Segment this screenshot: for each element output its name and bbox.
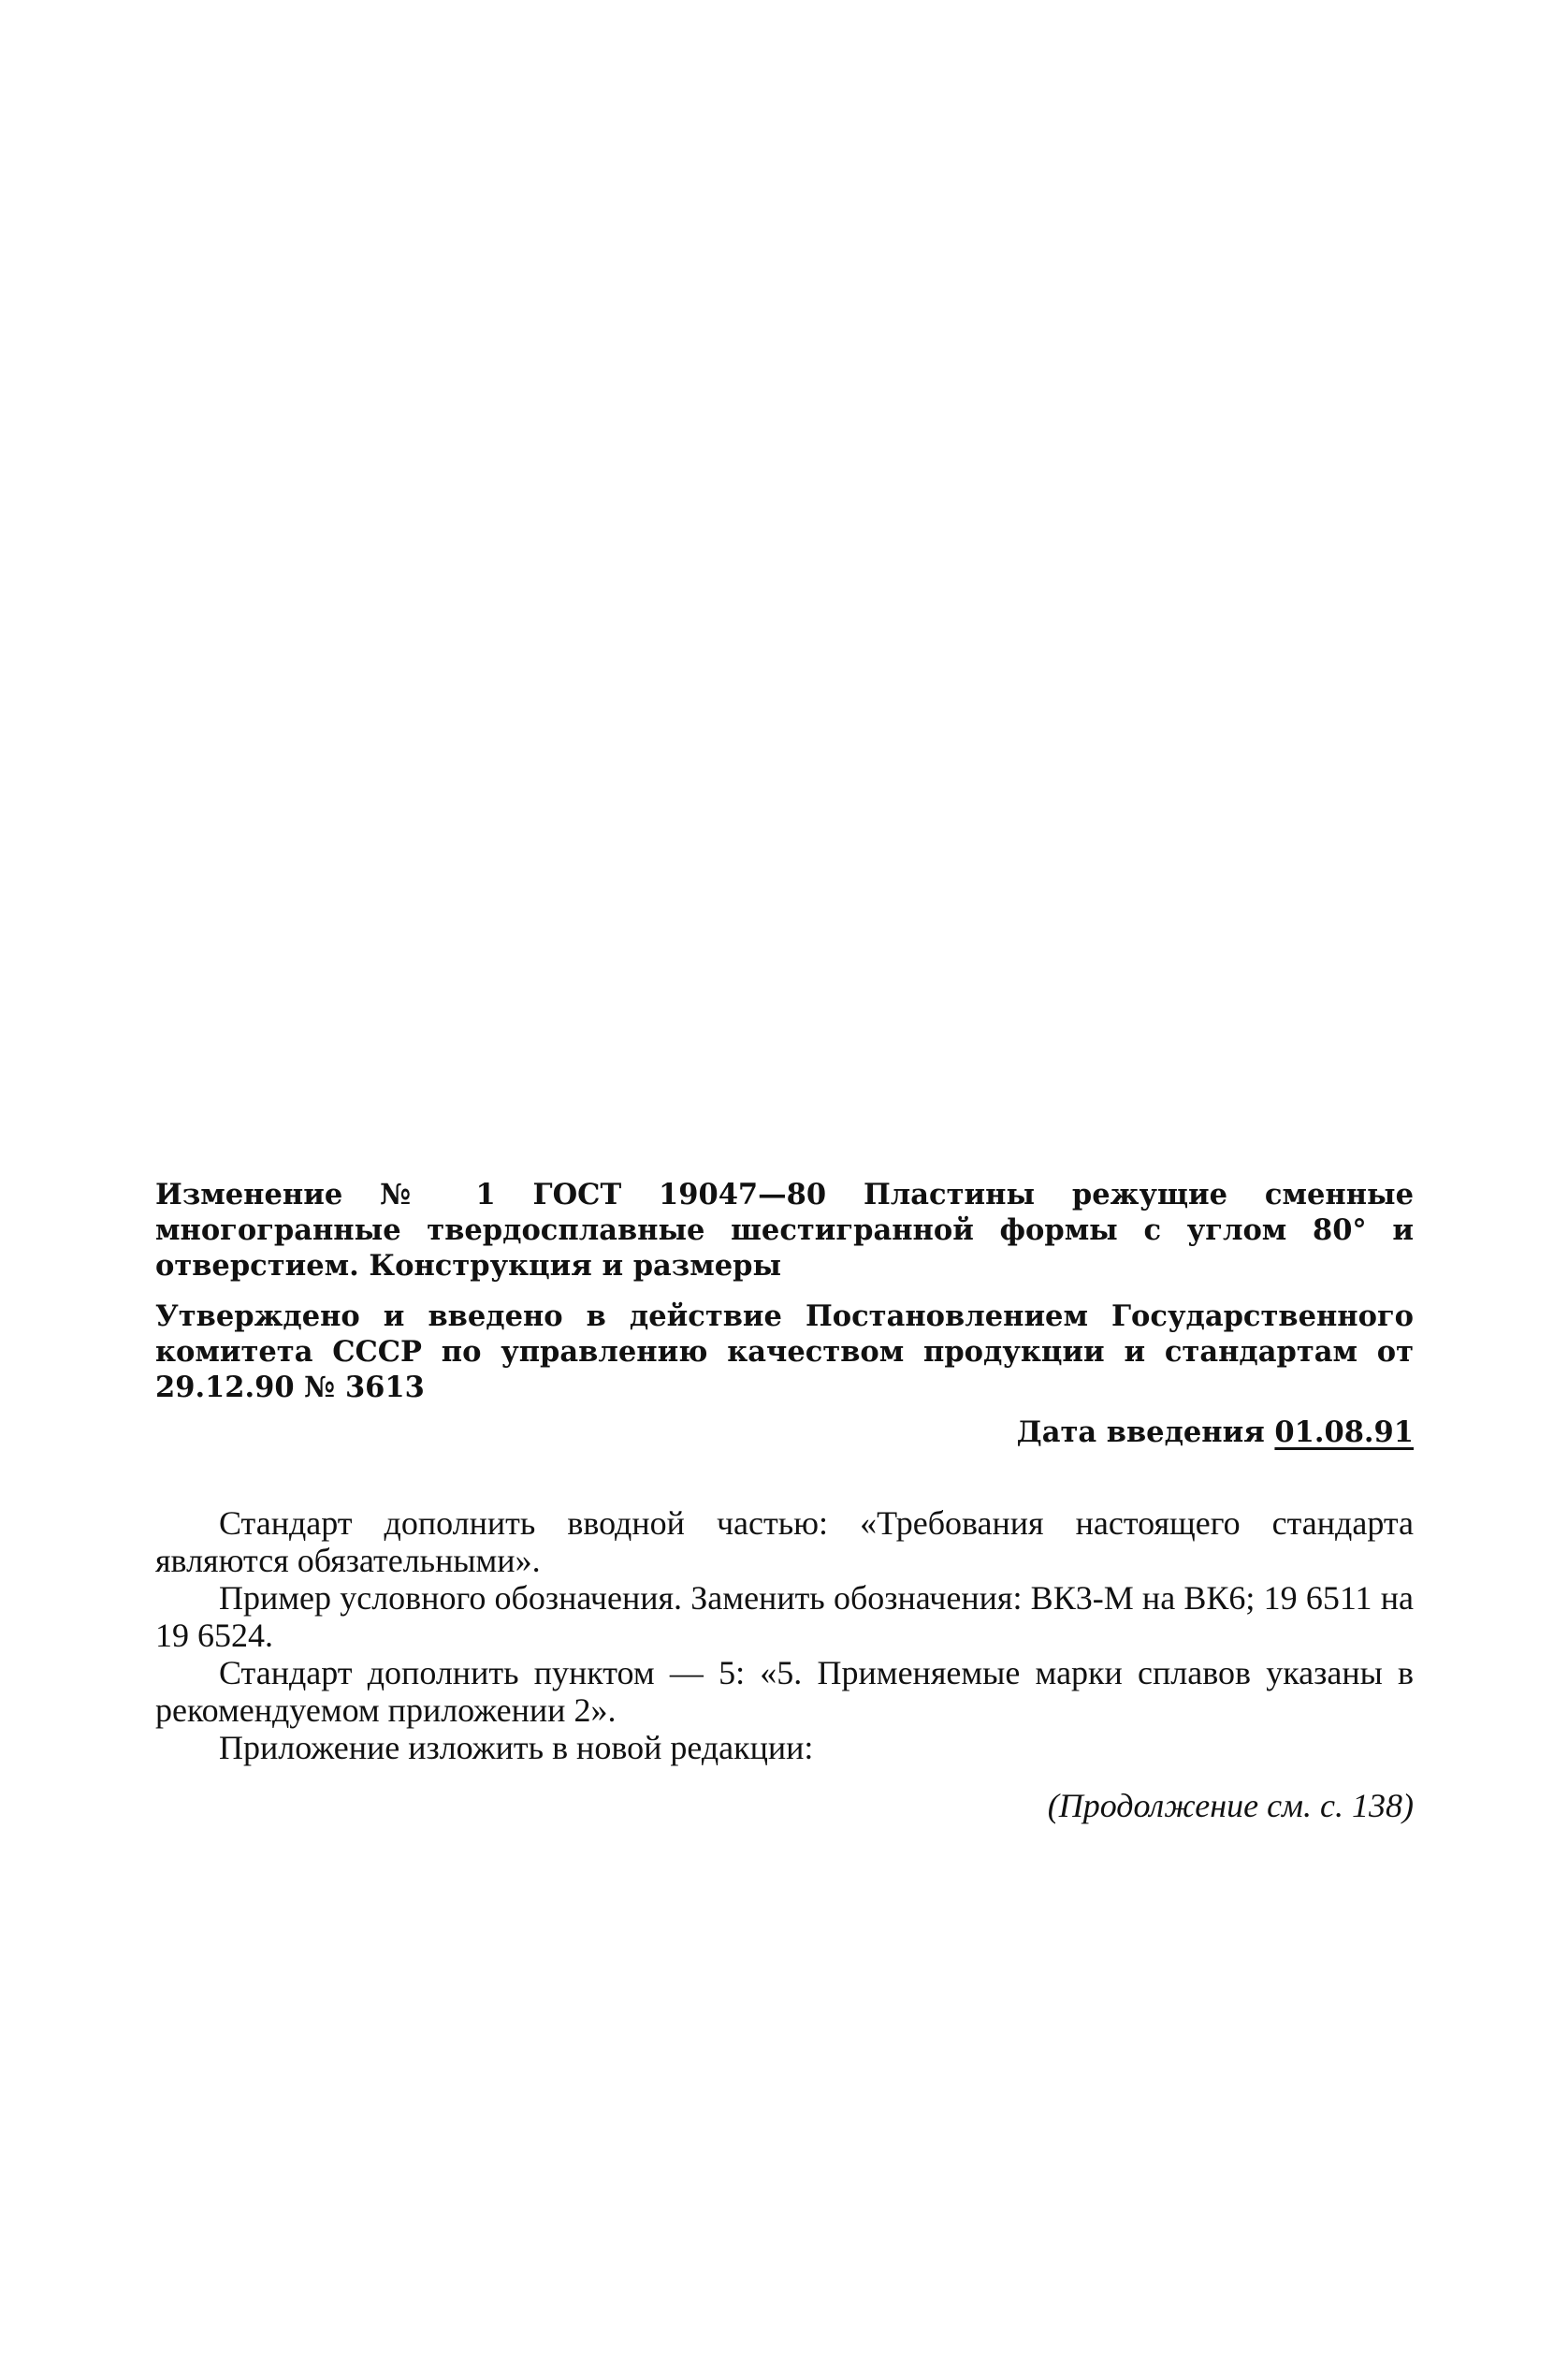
paragraph: Пример условного обозначения. Заменить обозначения: ВК3-М на ВК6; 19 6511 на 19 6524.: [155, 1579, 1414, 1654]
document-content: [155, 1177, 1414, 1824]
introduction-date-label: Дата введения: [1016, 1415, 1265, 1449]
amendment-heading: Изменение № 1 ГОСТ 19047—80 Пластины режущие сменные многогранные твердосплавные шестигранной формы с углом 80° и отверстием. Конструкция и размеры: [155, 1178, 1414, 1283]
amendment-body: [155, 1504, 1414, 1766]
paragraph: Приложение изложить в новой редакции:: [219, 1729, 814, 1766]
continuation-note: (Продолжение см. с. 138): [1047, 1787, 1414, 1824]
approval-statement: Утверждено и введено в действие Постановлением Государственного комитета СССР по управлению качеством продукции и стандартам от 29.12.90 № 3613: [155, 1299, 1414, 1404]
introduction-date-value: 01.08.91: [1274, 1415, 1414, 1449]
paragraph: Стандарт дополнить вводной частью: «Требования настоящего стандарта являются обязательными».: [155, 1504, 1414, 1579]
introduction-date: [155, 1415, 1414, 1450]
paragraph: Стандарт дополнить пунктом — 5: «5. Применяемые марки сплавов указаны в рекомендуемом приложении 2».: [155, 1654, 1414, 1729]
